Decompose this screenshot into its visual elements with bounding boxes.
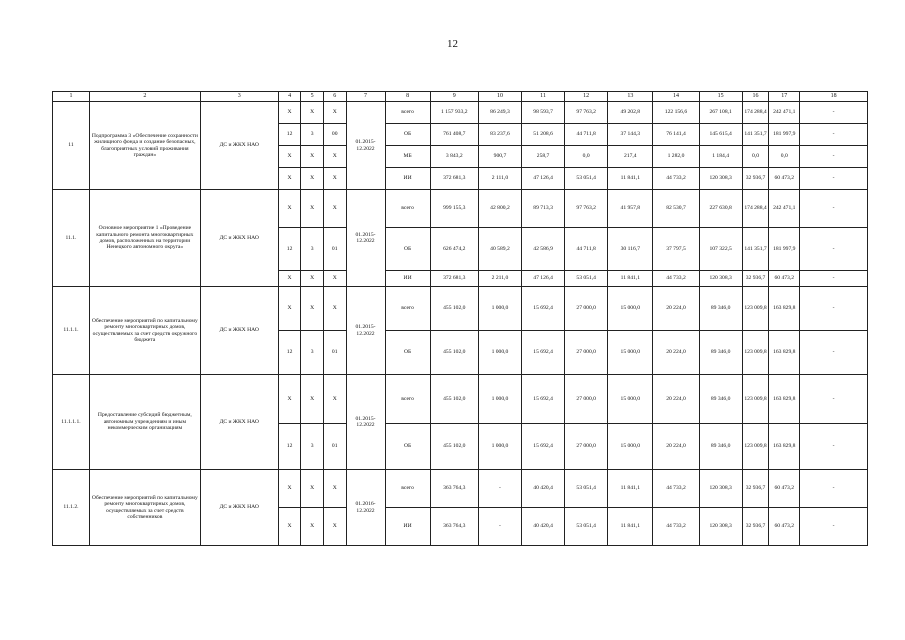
value-cell: 89 346,0 (699, 375, 742, 424)
item-period: 01.2015-12.2022 (346, 287, 385, 375)
code-cell: 12 (278, 424, 301, 470)
column-number-header: 10 (478, 92, 521, 102)
code-cell: X (278, 271, 301, 287)
value-cell: 32 936,7 (742, 508, 769, 546)
item-executor: ДС и ЖКХ НАО (200, 190, 278, 287)
table-row (53, 190, 868, 228)
value-cell: 0,0 (565, 146, 608, 168)
value-cell: 27 000,0 (565, 424, 608, 470)
value-cell: 242 471,1 (769, 102, 800, 124)
value-cell: 1 000,0 (478, 331, 521, 375)
value-cell: 141 351,7 (742, 124, 769, 146)
item-period: 01.2015-12.2022 (346, 102, 385, 190)
code-cell: X (278, 168, 301, 190)
code-cell: X (301, 146, 324, 168)
value-cell: 60 473,2 (769, 470, 800, 508)
code-cell: X (278, 287, 301, 331)
value-cell: - (800, 190, 868, 228)
column-number-header: 12 (565, 92, 608, 102)
value-cell: 11 841,1 (608, 470, 653, 508)
funding-source: ИИ (385, 508, 430, 546)
value-cell: 76 141,4 (653, 124, 699, 146)
funding-source: ОБ (385, 331, 430, 375)
funding-source: всего (385, 102, 430, 124)
code-cell: 12 (278, 228, 301, 271)
value-cell: - (800, 168, 868, 190)
code-cell: X (301, 508, 324, 546)
value-cell: 11 841,1 (608, 271, 653, 287)
value-cell: 37 797,5 (653, 228, 699, 271)
value-cell: 47 126,4 (522, 168, 565, 190)
value-cell: 15 692,4 (522, 375, 565, 424)
value-cell: 227 630,8 (699, 190, 742, 228)
value-cell: 82 530,7 (653, 190, 699, 228)
code-cell: X (323, 470, 346, 508)
value-cell: 53 051,4 (565, 271, 608, 287)
value-cell: 11 841,1 (608, 508, 653, 546)
code-cell: X (323, 508, 346, 546)
column-number-header: 11 (522, 92, 565, 102)
item-number: 11.1.1. (53, 287, 90, 375)
value-cell: - (800, 287, 868, 331)
value-cell: 363 764,3 (430, 508, 478, 546)
code-cell: 01 (323, 331, 346, 375)
column-number-header: 6 (323, 92, 346, 102)
value-cell: 11 841,1 (608, 168, 653, 190)
value-cell: 30 116,7 (608, 228, 653, 271)
value-cell: 181 997,9 (769, 228, 800, 271)
funding-source: всего (385, 287, 430, 331)
code-cell: X (301, 470, 324, 508)
value-cell: 44 733,2 (653, 168, 699, 190)
value-cell: 53 051,4 (565, 168, 608, 190)
code-cell: X (323, 287, 346, 331)
value-cell: 120 308,3 (699, 470, 742, 508)
value-cell: - (800, 146, 868, 168)
value-cell: 163 829,8 (769, 375, 800, 424)
value-cell: 258,7 (522, 146, 565, 168)
code-cell: 01 (323, 228, 346, 271)
code-cell: X (301, 375, 324, 424)
code-cell: X (278, 375, 301, 424)
item-executor: ДС и ЖКХ НАО (200, 102, 278, 190)
code-cell: X (301, 102, 324, 124)
item-executor: ДС и ЖКХ НАО (200, 375, 278, 470)
column-number-header: 4 (278, 92, 301, 102)
value-cell: 174 288,4 (742, 190, 769, 228)
code-cell: X (323, 375, 346, 424)
value-cell: 626 474,2 (430, 228, 478, 271)
value-cell: 51 208,6 (522, 124, 565, 146)
column-number-header: 17 (769, 92, 800, 102)
code-cell: X (323, 102, 346, 124)
value-cell: 15 000,0 (608, 424, 653, 470)
value-cell: 15 000,0 (608, 331, 653, 375)
code-cell: X (323, 271, 346, 287)
value-cell: 145 615,4 (699, 124, 742, 146)
value-cell: - (478, 470, 521, 508)
value-cell: 20 224,0 (653, 375, 699, 424)
value-cell: 15 692,4 (522, 331, 565, 375)
value-cell: 123 009,8 (742, 287, 769, 331)
value-cell: 372 681,3 (430, 271, 478, 287)
code-cell: 3 (301, 331, 324, 375)
value-cell: 0,0 (769, 146, 800, 168)
column-number-header: 3 (200, 92, 278, 102)
table-row (53, 287, 868, 331)
value-cell: 44 733,2 (653, 470, 699, 508)
value-cell: - (800, 508, 868, 546)
value-cell: 44 733,2 (653, 271, 699, 287)
item-number: 11.1. (53, 190, 90, 287)
value-cell: 40 420,4 (522, 508, 565, 546)
item-number: 11.1.2. (53, 470, 90, 546)
item-name: Обеспечение мероприятий по капитальному ремонту многоквартирных домов, осуществляемых за счет средств собственников (89, 470, 200, 546)
value-cell: 15 000,0 (608, 287, 653, 331)
funding-source: МБ (385, 146, 430, 168)
value-cell: 32 936,7 (742, 470, 769, 508)
value-cell: 163 829,8 (769, 331, 800, 375)
value-cell: 27 000,0 (565, 287, 608, 331)
code-cell: X (278, 190, 301, 228)
value-cell: 267 108,1 (699, 102, 742, 124)
value-cell: 455 102,0 (430, 424, 478, 470)
code-cell: X (278, 508, 301, 546)
value-cell: 1 000,0 (478, 424, 521, 470)
funding-source: всего (385, 470, 430, 508)
value-cell: 120 308,3 (699, 168, 742, 190)
item-name: Обеспечение мероприятий по капитальному ремонту многоквартирных домов, осуществляемых за счет средств окружного бюджета (89, 287, 200, 375)
value-cell: 44 711,8 (565, 124, 608, 146)
value-cell: 900,7 (478, 146, 521, 168)
item-period: 01.2015-12.2022 (346, 190, 385, 287)
code-cell: 00 (323, 124, 346, 146)
value-cell: - (800, 331, 868, 375)
funding-source: ИИ (385, 168, 430, 190)
code-cell: X (301, 190, 324, 228)
value-cell: 32 936,7 (742, 271, 769, 287)
value-cell: 1 282,0 (653, 146, 699, 168)
column-number-header: 1 (53, 92, 90, 102)
value-cell: 32 936,7 (742, 168, 769, 190)
value-cell: - (800, 102, 868, 124)
value-cell: 1 184,4 (699, 146, 742, 168)
value-cell: - (800, 424, 868, 470)
value-cell: - (800, 375, 868, 424)
value-cell: 53 051,4 (565, 508, 608, 546)
value-cell: 455 102,0 (430, 331, 478, 375)
value-cell: 97 763,2 (565, 190, 608, 228)
code-cell: 3 (301, 424, 324, 470)
code-cell: 01 (323, 424, 346, 470)
value-cell: 1 157 933,2 (430, 102, 478, 124)
column-number-header: 18 (800, 92, 868, 102)
value-cell: - (478, 508, 521, 546)
funding-source: ОБ (385, 424, 430, 470)
value-cell: 1 000,0 (478, 287, 521, 331)
value-cell: - (800, 228, 868, 271)
page-number: 12 (447, 38, 458, 50)
column-number-header: 2 (89, 92, 200, 102)
value-cell: 15 000,0 (608, 375, 653, 424)
value-cell: 86 249,3 (478, 102, 521, 124)
funding-source: ОБ (385, 124, 430, 146)
code-cell: X (278, 470, 301, 508)
value-cell: 217,4 (608, 146, 653, 168)
column-number-header: 16 (742, 92, 769, 102)
value-cell: 89 346,0 (699, 424, 742, 470)
value-cell: 98 593,7 (522, 102, 565, 124)
value-cell: 60 473,2 (769, 168, 800, 190)
code-cell: X (301, 287, 324, 331)
value-cell: - (800, 124, 868, 146)
value-cell: 2 211,0 (478, 271, 521, 287)
value-cell: 89 346,0 (699, 331, 742, 375)
value-cell: 242 471,1 (769, 190, 800, 228)
value-cell: 42 800,2 (478, 190, 521, 228)
table-row (53, 470, 868, 508)
value-cell: 999 155,3 (430, 190, 478, 228)
value-cell: 123 009,8 (742, 331, 769, 375)
value-cell: 97 763,2 (565, 102, 608, 124)
value-cell: 49 202,8 (608, 102, 653, 124)
value-cell: 761 408,7 (430, 124, 478, 146)
item-executor: ДС и ЖКХ НАО (200, 287, 278, 375)
funding-source: всего (385, 190, 430, 228)
value-cell: 141 351,7 (742, 228, 769, 271)
code-cell: 3 (301, 124, 324, 146)
value-cell: 37 144,3 (608, 124, 653, 146)
code-cell: X (301, 271, 324, 287)
column-number-header: 7 (346, 92, 385, 102)
column-number-header: 5 (301, 92, 324, 102)
value-cell: 20 224,0 (653, 287, 699, 331)
value-cell: 27 000,0 (565, 331, 608, 375)
value-cell: - (800, 271, 868, 287)
item-number: 11 (53, 102, 90, 190)
table-row (53, 102, 868, 124)
item-executor: ДС и ЖКХ НАО (200, 470, 278, 546)
value-cell: 181 997,9 (769, 124, 800, 146)
table-body (53, 102, 868, 546)
item-period: 01.2015-12.2022 (346, 375, 385, 470)
value-cell: 15 692,4 (522, 424, 565, 470)
value-cell: 60 473,2 (769, 271, 800, 287)
column-number-header: 9 (430, 92, 478, 102)
budget-table (52, 91, 868, 546)
value-cell: 120 308,3 (699, 508, 742, 546)
code-cell: X (323, 146, 346, 168)
value-cell: 0,0 (742, 146, 769, 168)
value-cell: 363 764,3 (430, 470, 478, 508)
value-cell: 455 102,0 (430, 375, 478, 424)
value-cell: 15 692,4 (522, 287, 565, 331)
value-cell: 122 156,6 (653, 102, 699, 124)
value-cell: 44 733,2 (653, 508, 699, 546)
code-cell: X (323, 168, 346, 190)
value-cell: 120 308,3 (699, 271, 742, 287)
value-cell: 123 009,8 (742, 424, 769, 470)
value-cell: 53 051,4 (565, 470, 608, 508)
code-cell: 12 (278, 124, 301, 146)
column-number-row (53, 92, 868, 102)
value-cell: 47 126,4 (522, 271, 565, 287)
funding-source: всего (385, 375, 430, 424)
column-number-header: 15 (699, 92, 742, 102)
code-cell: X (278, 102, 301, 124)
value-cell: 27 000,0 (565, 375, 608, 424)
value-cell: 455 102,0 (430, 287, 478, 331)
code-cell: 12 (278, 331, 301, 375)
value-cell: 163 829,8 (769, 424, 800, 470)
value-cell: 60 473,2 (769, 508, 800, 546)
funding-source: ОБ (385, 228, 430, 271)
code-cell: X (301, 168, 324, 190)
code-cell: X (278, 146, 301, 168)
funding-source: ИИ (385, 271, 430, 287)
value-cell: 107 322,5 (699, 228, 742, 271)
value-cell: 3 843,2 (430, 146, 478, 168)
value-cell: 20 224,0 (653, 424, 699, 470)
value-cell: 40 420,4 (522, 470, 565, 508)
value-cell: 83 237,6 (478, 124, 521, 146)
value-cell: - (800, 470, 868, 508)
item-period: 01.2016-12.2022 (346, 470, 385, 546)
value-cell: 89 346,0 (699, 287, 742, 331)
item-name: Основное мероприятие 1 «Проведение капитального ремонта многоквартирных домов, расположенных на территории Ненецкого автономного округа» (89, 190, 200, 287)
value-cell: 1 000,0 (478, 375, 521, 424)
table-row (53, 375, 868, 424)
value-cell: 44 711,8 (565, 228, 608, 271)
value-cell: 174 288,4 (742, 102, 769, 124)
item-number: 11.1.1.1. (53, 375, 90, 470)
value-cell: 40 589,2 (478, 228, 521, 271)
item-name: Подпрограмма 3 «Обеспечение сохранности жилищного фонда и создание безопасных, благоприятных условий проживания граждан» (89, 102, 200, 190)
column-number-header: 8 (385, 92, 430, 102)
value-cell: 42 586,9 (522, 228, 565, 271)
column-number-header: 14 (653, 92, 699, 102)
value-cell: 41 957,8 (608, 190, 653, 228)
value-cell: 2 111,0 (478, 168, 521, 190)
value-cell: 89 713,3 (522, 190, 565, 228)
item-name: Предоставление субсидий бюджетным, автономным учреждениям и иным некоммерческим организациям (89, 375, 200, 470)
value-cell: 163 829,8 (769, 287, 800, 331)
code-cell: 3 (301, 228, 324, 271)
value-cell: 372 681,3 (430, 168, 478, 190)
column-number-header: 13 (608, 92, 653, 102)
value-cell: 123 009,8 (742, 375, 769, 424)
code-cell: X (323, 190, 346, 228)
value-cell: 20 224,0 (653, 331, 699, 375)
